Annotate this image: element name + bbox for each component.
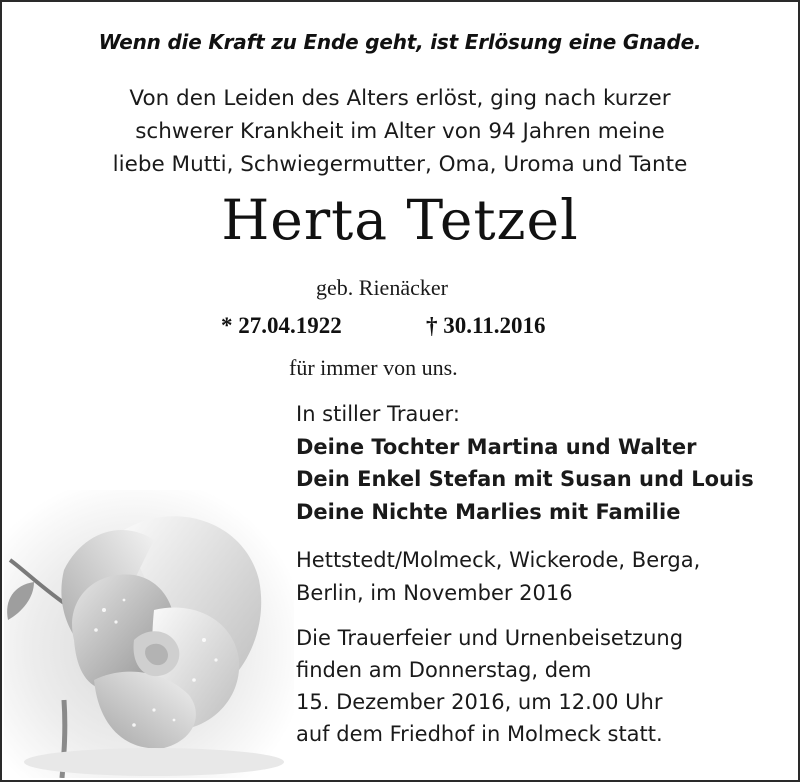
- funeral-line: auf dem Friedhof in Molmeck statt.: [296, 722, 663, 746]
- rose-photo: [4, 490, 294, 778]
- funeral-line: Die Trauerfeier und Urnenbeisetzung: [296, 626, 684, 650]
- intro-text: [0, 82, 800, 181]
- intro-line: Von den Leiden des Alters erlöst, ging nach kurzer: [129, 86, 671, 111]
- death-date: † 30.11.2016: [426, 313, 546, 338]
- intro-line: schwerer Krankheit im Alter von 94 Jahren meine: [135, 119, 665, 144]
- funeral-line: 15. Dezember 2016, um 12.00 Uhr: [296, 690, 663, 714]
- mourners-block: [296, 398, 754, 528]
- deceased-name: Herta Tetzel: [221, 188, 579, 252]
- motto: Wenn die Kraft zu Ende geht, ist Erlösung eine Gnade.: [98, 30, 702, 54]
- maiden-name: geb. Rienäcker: [316, 275, 448, 300]
- mourner-line: Deine Nichte Marlies mit Familie: [296, 499, 681, 524]
- place-line: Hettstedt/Molmeck, Wickerode, Berga,: [296, 548, 701, 572]
- mourner-line: Dein Enkel Stefan mit Susan und Louis: [296, 467, 754, 491]
- mourner-line: Deine Tochter Martina und Walter: [296, 434, 697, 459]
- funeral-line: finden am Donnerstag, dem: [296, 658, 592, 682]
- mourning-heading: In stiller Trauer:: [296, 402, 460, 426]
- place-line: Berlin, im November 2016: [296, 580, 573, 605]
- place-date-block: [296, 544, 700, 609]
- closing-text: für immer von uns.: [289, 355, 458, 380]
- birth-date: * 27.04.1922: [221, 313, 342, 338]
- funeral-info: [296, 622, 683, 750]
- intro-line: liebe Mutti, Schwiegermutter, Oma, Uroma und Tante: [112, 152, 688, 177]
